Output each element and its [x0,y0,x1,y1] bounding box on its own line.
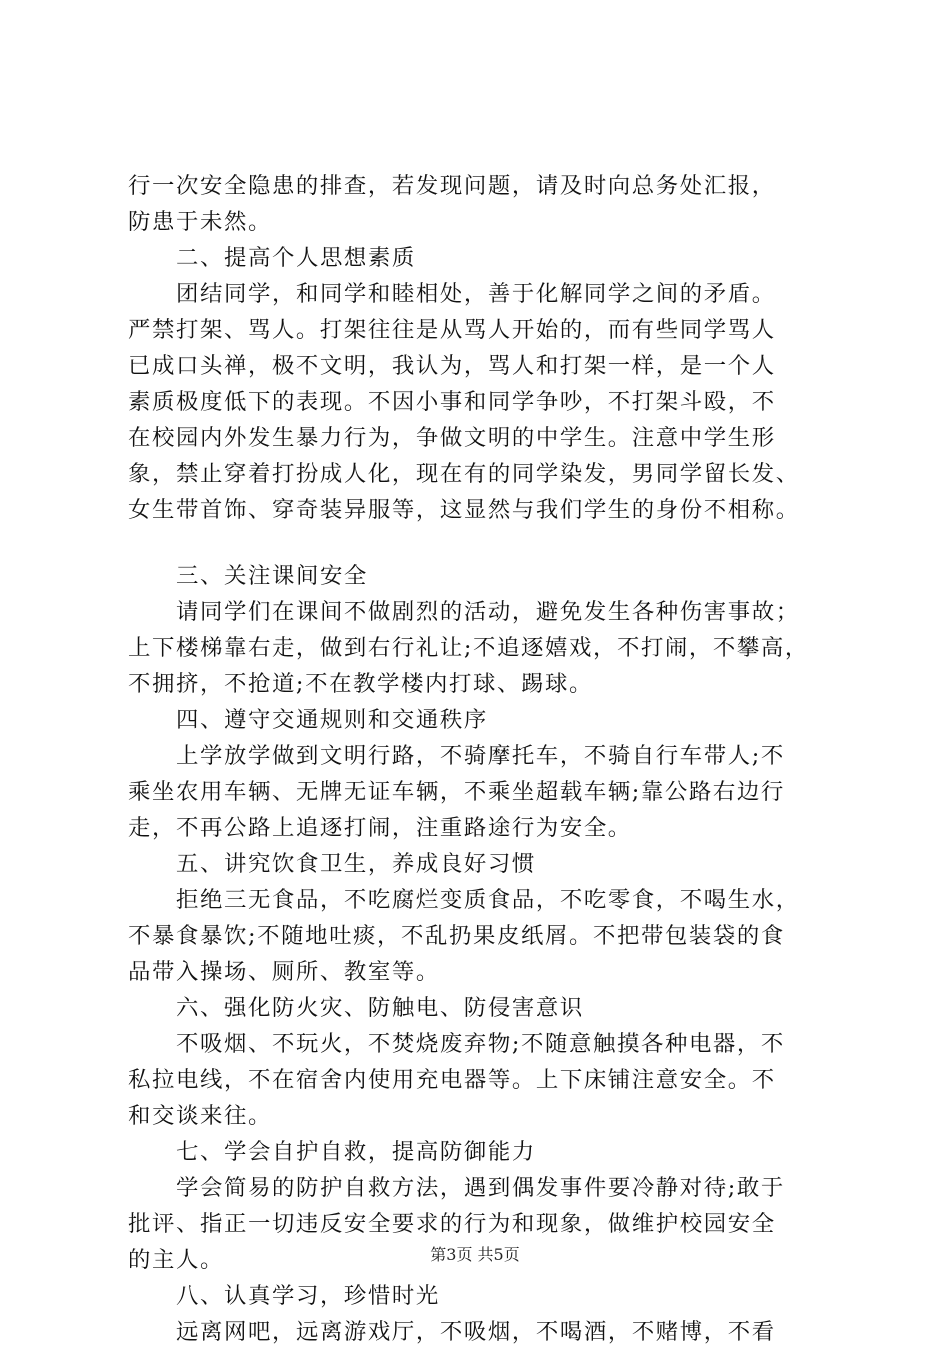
text-line: 二、提高个人思想素质 [176,245,416,271]
text-line: 六、强化防火灾、防触电、防侵害意识 [176,995,584,1021]
text-line: 象，禁止穿着打扮成人化，现在有的同学染发，男同学留长发、 [128,461,800,487]
document-body [128,168,844,1350]
text-line: 女生带首饰、穿奇装异服等，这显然与我们学生的身份不相称。 [128,497,800,523]
blank-line [128,528,844,558]
text-line: 团结同学，和同学和睦相处，善于化解同学之间的矛盾。 [176,281,776,307]
text-line: 在校园内外发生暴力行为，争做文明的中学生。注意中学生形 [128,425,776,451]
text-line: 行一次安全隐患的排查，若发现问题，请及时向总务处汇报， [128,173,776,199]
text-line: 上下楼梯靠右走，做到右行礼让;不追逐嬉戏，不打闹，不攀高， [128,635,809,661]
text-line: 拒绝三无食品，不吃腐烂变质食品，不吃零食，不喝生水， [176,887,800,913]
text-line: 防患于未然。 [128,209,272,235]
text-line: 严禁打架、骂人。打架往往是从骂人开始的，而有些同学骂人 [128,317,776,343]
text-line: 走，不再公路上追逐打闹，注重路途行为安全。 [128,815,632,841]
text-line: 远离网吧，远离游戏厅，不吸烟，不喝酒，不赌博，不看 [176,1319,776,1345]
text-line: 和交谈来往。 [128,1103,272,1129]
text-line: 不拥挤，不抢道;不在教学楼内打球、踢球。 [128,671,593,697]
text-line: 三、关注课间安全 [176,563,368,589]
text-line: 的主人。 [128,1247,224,1273]
text-line: 私拉电线，不在宿舍内使用充电器等。上下床铺注意安全。不 [128,1067,776,1093]
text-line: 五、讲究饮食卫生，养成良好习惯 [176,851,536,877]
text-line: 已成口头禅，极不文明，我认为，骂人和打架一样，是一个人 [128,353,776,379]
page-footer: 第3页 共5页 [430,1245,520,1264]
text-line: 上学放学做到文明行路，不骑摩托车，不骑自行车带人;不 [176,743,785,769]
text-line: 批评、指正一切违反安全要求的行为和现象，做维护校园安全 [128,1211,776,1237]
text-line: 八、认真学习，珍惜时光 [176,1283,440,1309]
text-line: 四、遵守交通规则和交通秩序 [176,707,488,733]
text-line: 请同学们在课间不做剧烈的活动，避免发生各种伤害事故； [176,599,800,625]
text-line: 不吸烟、不玩火，不焚烧废弃物;不随意触摸各种电器，不 [176,1031,785,1057]
text-line: 素质极度低下的表现。不因小事和同学争吵，不打架斗殴，不 [128,389,776,415]
text-line: 不暴食暴饮;不随地吐痰，不乱扔果皮纸屑。不把带包装袋的食 [128,923,785,949]
text-line: 品带入操场、厕所、教室等。 [128,959,440,985]
text-line: 七、学会自护自救，提高防御能力 [176,1139,536,1165]
text-line: 学会简易的防护自救方法，遇到偶发事件要冷静对待;敢于 [176,1175,785,1201]
text-line: 乘坐农用车辆、无牌无证车辆，不乘坐超载车辆;靠公路右边行 [128,779,785,805]
